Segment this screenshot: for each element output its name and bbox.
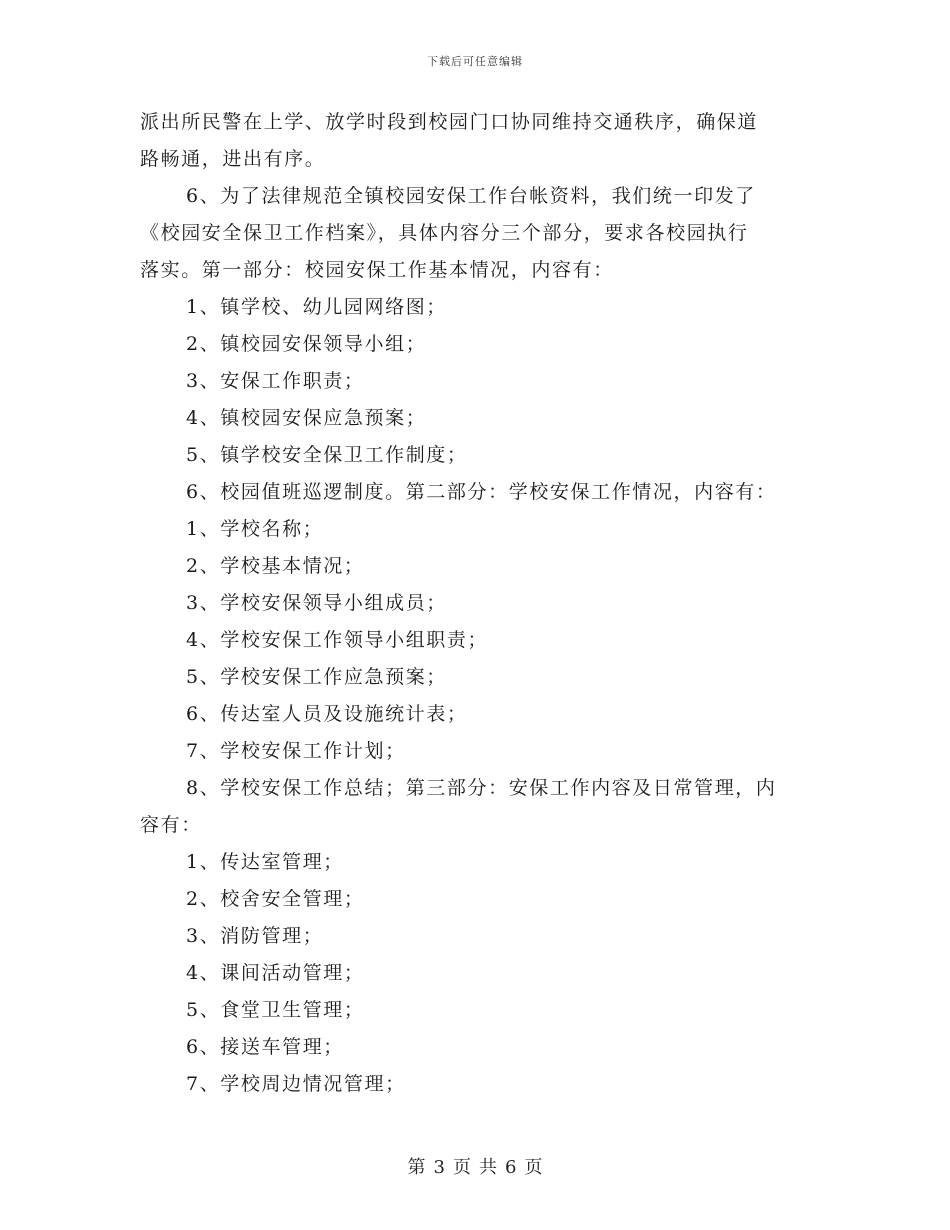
list-item: 8、学校安保工作总结；第三部分：安保工作内容及日常管理，内 bbox=[186, 777, 777, 799]
paragraph-line: 《校园安全保卫工作档案》，具体内容分三个部分，要求各校园执行 bbox=[140, 222, 749, 244]
list-item: 1、传达室管理； bbox=[186, 851, 344, 873]
list-item: 5、镇学校安全保卫工作制度； bbox=[186, 444, 468, 466]
list-item: 5、食堂卫生管理； bbox=[186, 999, 365, 1021]
list-item: 4、课间活动管理； bbox=[186, 962, 365, 984]
list-item: 5、学校安保工作应急预案； bbox=[186, 666, 447, 688]
list-item: 1、镇学校、幼儿园网络图； bbox=[186, 296, 447, 318]
page-footer bbox=[0, 1153, 950, 1179]
list-item: 2、镇校园安保领导小组； bbox=[186, 333, 427, 355]
document-body bbox=[140, 104, 810, 1103]
paragraph-line: 6、为了法律规范全镇校园安保工作台帐资料，我们统一印发了 bbox=[186, 185, 756, 207]
total-pages-number: 6 bbox=[505, 1157, 517, 1178]
paragraph-line: 路畅通，进出有序。 bbox=[140, 148, 326, 170]
paragraph-line: 派出所民警在上学、放学时段到校园门口协同维持交通秩序，确保道 bbox=[140, 111, 759, 133]
current-page-number: 3 bbox=[433, 1157, 445, 1178]
list-item: 6、传达室人员及设施统计表； bbox=[186, 703, 468, 725]
footer-page-word: 页 bbox=[453, 1157, 471, 1178]
list-item: 1、学校名称； bbox=[186, 518, 324, 540]
footer-prefix: 第 bbox=[407, 1157, 426, 1178]
footer-suffix: 页 bbox=[524, 1157, 543, 1178]
list-item: 6、接送车管理； bbox=[186, 1036, 344, 1058]
list-item: 7、学校安保工作计划； bbox=[186, 740, 406, 762]
footer-total-prefix: 共 bbox=[479, 1157, 497, 1178]
list-item: 3、消防管理； bbox=[186, 925, 324, 947]
list-item: 6、校园值班巡逻制度。第二部分：学校安保工作情况，内容有： bbox=[186, 481, 777, 503]
paragraph-line: 容有： bbox=[140, 814, 202, 836]
list-item: 4、镇校园安保应急预案； bbox=[186, 407, 427, 429]
paragraph-line: 落实。第一部分：校园安保工作基本情况，内容有： bbox=[140, 259, 614, 281]
list-item: 2、校舍安全管理； bbox=[186, 888, 365, 910]
list-item: 4、学校安保工作领导小组职责； bbox=[186, 629, 489, 651]
list-item: 3、安保工作职责； bbox=[186, 370, 365, 392]
list-item: 3、学校安保领导小组成员； bbox=[186, 592, 447, 614]
list-item: 2、学校基本情况； bbox=[186, 555, 365, 577]
list-item: 7、学校周边情况管理； bbox=[186, 1073, 406, 1095]
page-header: 下载后可任意编辑 bbox=[427, 55, 523, 68]
